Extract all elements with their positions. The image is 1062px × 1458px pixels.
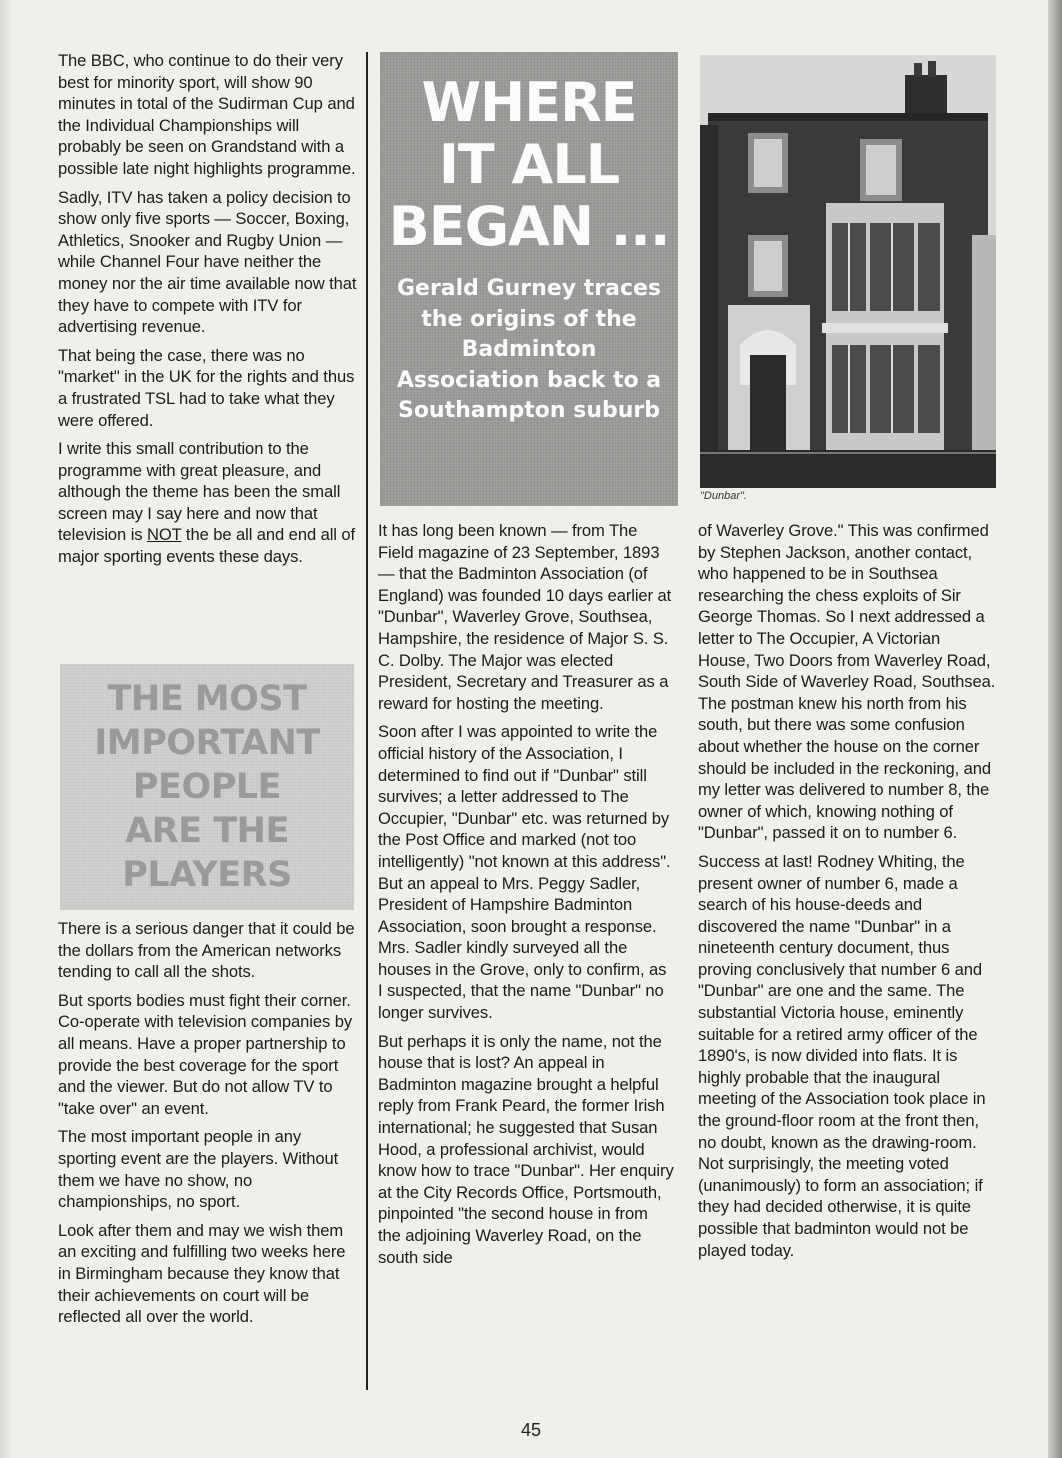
pull-quote-line: ARE THE (125, 811, 289, 851)
emphasis-not: NOT (146, 525, 182, 545)
middle-paragraph-2: Soon after I was appointed to write the official history of the Association, I determined to find out if "Dunbar" still survives; a letter addressed to The Occupier, "Dunbar" etc. was returned by the Post Office and marked (not too intelligently) "not known at this address". But an appeal to Mrs. Peggy Sadler, President of Hampshire Badminton Association, soon brought a response. Mrs. Sadler kindly surveyed all the houses in the Grove, only to confirm, as I suspected, that the name "Dunbar" no longer survives. (378, 722, 671, 1023)
pull-quote-line: IMPORTANT (94, 723, 320, 763)
pull-quote-line: THE MOST (107, 679, 307, 719)
right-paragraph-2: Success at last! Rodney Whiting, the present owner of number 6, made a search of his house-deeds and discovered the name "Dunbar" in a nineteenth century document, thus proving conclusively that number 6 and "Dunbar" are one and the same. The substantial Victoria house, eminently suitable for a retired army officer of the 1890's, is now divided into flats. It is highly probable that the inaugural meeting of the Association took place in the ground-floor room at the front then, no doubt, known as the drawing-room. Not surprisingly, the meeting voted (unanimously) to form an association; if they had decided otherwise, it is quite possible that badminton would not be played today. (698, 851, 986, 1260)
pull-quote-box (60, 664, 354, 910)
left-paragraph-1: The BBC, who continue to do their very best for minority sport, will show 90 minutes in total of the Sudirman Cup and the Individual Championships will probably be seen on Grandstand with a possible late night highlights programme. (58, 51, 356, 178)
left-paragraph-4-end: the be all and end all of major sporting events these days. (58, 525, 356, 567)
left-paragraph-3: That being the case, there was no "market" in the UK for the rights and thus a frustrated TSL had to take what they were offered. (58, 345, 355, 430)
column-divider (366, 52, 368, 1390)
left-column (58, 50, 358, 575)
pull-quote-line: PEOPLE (132, 767, 282, 807)
middle-paragraph-3: But perhaps it is only the name, not the house that is lost? An appeal in Badminton magazine brought a helpful reply from Frank Peard, the former Irish international; he suggested that Susan Hood, a professional archivist, would know how to trace "Dunbar". Her enquiry at the City Records Office, Portsmouth, pinpointed "the second house in from the adjoining Waverley Road, on the south side (378, 1031, 674, 1267)
page-left-shadow (0, 0, 12, 1458)
right-paragraph-1: of Waverley Grove." This was confirmed by Stephen Jackson, another contact, who happened to be in Southsea researching the chess exploits of Sir George Thomas. So I next addressed a letter to The Occupier, A Victorian House, Two Doors from Waverley Road, South Side of Waverley Road, Southsea. The postman knew his north from his south, but there was some confusion about whether the house on the corner should be included in the reckoning, and my letter was delivered to number 8, the owner of which, knowing nothing of "Dunbar", passed it on to number 6. (698, 521, 996, 843)
left-paragraph-6: But sports bodies must fight their corner. Co-operate with television companies by all means. Have a proper partnership to provide the best coverage for the sport and the viewer. But do not allow TV to "take over" an event. (58, 990, 353, 1118)
article-title-box (380, 52, 678, 506)
right-column (698, 520, 996, 1268)
article-standfirst: Gerald Gurney traces the origins of the Badminton Association back to a Southampton suburb (396, 276, 662, 423)
left-paragraph-2: Sadly, ITV has taken a policy decision to show only five sports — Soccer, Boxing, Athletics, Snooker and Rugby Union — while Channel Four have neither the money nor the air time available now that they have to compete with ITV for advertising revenue. (58, 187, 357, 337)
dunbar-house-photo (700, 55, 996, 488)
left-column-lower (58, 918, 358, 1335)
title-line: IT ALL (438, 133, 620, 196)
middle-column (378, 520, 674, 1275)
left-paragraph-5: There is a serious danger that it could be the dollars from the American networks tending to call all the shots. (58, 919, 355, 982)
left-paragraph-8: Look after them and may we wish them an exciting and fulfilling two weeks here in Birmingham because they know that their achievements on court will be reflected all over the world. (58, 1220, 346, 1327)
left-paragraph-4-start: I write this small contribution to the programme with great pleasure, and although the theme has been the small screen may I say here and now that television is (58, 439, 341, 545)
left-paragraph-7: The most important people in any sporting event are the players. Without them we have no show, no championships, no sport. (58, 1127, 339, 1212)
title-line: BEGAN ... (388, 195, 670, 258)
middle-paragraph-1: It has long been known — from The Field magazine of 23 September, 1893 — that the Badminton Association (of England) was founded 10 days earlier at "Dunbar", Waverley Grove, Southsea, Hampshire, the residence of Major S. S. C. Dolby. The Major was elected President, Secretary and Treasurer as a reward for hosting the meeting. (378, 521, 672, 713)
title-line: WHERE (421, 71, 637, 134)
page-right-shadow (1048, 0, 1062, 1458)
left-paragraph-4 (58, 438, 358, 568)
pull-quote-line: PLAYERS (122, 855, 292, 895)
pull-quote (60, 677, 354, 897)
photo-caption: "Dunbar". (700, 490, 747, 502)
page-number: 45 (520, 1420, 542, 1440)
article-title (380, 72, 678, 258)
